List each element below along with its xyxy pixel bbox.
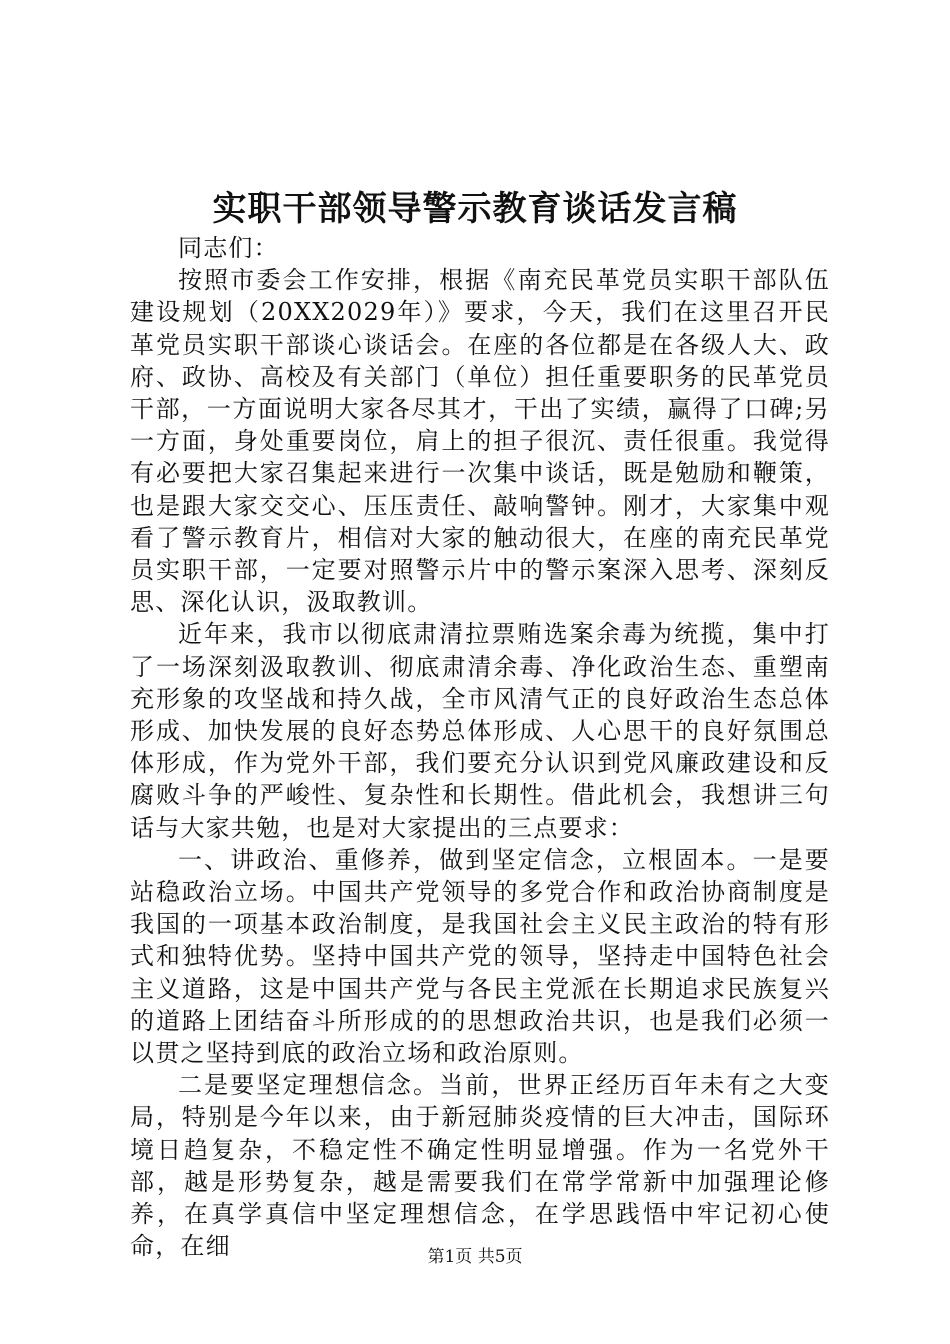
document-body [130,232,830,1263]
body-paragraph: 二是要坚定理想信念。当前，世界正经历百年未有之大变局，特别是今年以来，由于新冠肺炎疫情的巨大冲击，国际环境日趋复杂，不稳定性不确定性明显增强。作为一名党外干部，越是形势复杂，越是需要我们在常学常新中加强理论修养，在真学真信中坚定理想信念，在学思践悟中牢记初心使命，在细 [130,1071,830,1261]
body-paragraph: 近年来，我市以彻底肃清拉票贿选案余毒为统揽，集中打了一场深刻汲取教训、彻底肃清余毒、净化政治生态、重塑南充形象的攻坚战和持久战，全市风清气正的良好政治生态总体形成、加快发展的良好态势总体形成、人心思干的良好氛围总体形成，作为党外干部，我们要充分认识到党风廉政建设和反腐败斗争的严峻性、复杂性和长期性。借此机会，我想讲三句话与大家共勉，也是对大家提出的三点要求： [130,620,830,842]
body-paragraph: 一、讲政治、重修养，做到坚定信念，立根固本。一是要站稳政治立场。中国共产党领导的多党合作和政治协商制度是我国的一项基本政治制度，是我国社会主义民主政治的特有形式和独特优势。坚持中国共产党的领导，坚持走中国特色社会主义道路，这是中国共产党与各民主党派在长期追求民族复兴的道路上团结奋斗所形成的的思想政治共识，也是我们必须一以贯之坚持到底的政治立场和政治原则。 [130,845,830,1068]
body-paragraph: 按照市委会工作安排，根据《南充民革党员实职干部队伍建设规划（20XX2029年）》要求，今天，我们在这里召开民革党员实职干部谈心谈话会。在座的各位都是在各级人大、政府、政协、高校及有关部门（单位）担任重要职务的民革党员干部，一方面说明大家各尽其才，干出了实绩，赢得了口碑;另一方面，身处重要岗位，肩上的担子很沉、责任很重。我觉得有必要把大家召集起来进行一次集中谈话，既是勉励和鞭策，也是跟大家交交心、压压责任、敲响警钟。刚才，大家集中观看了警示教育片，相信对大家的触动很大，在座的南充民革党员实职干部，一定要对照警示片中的警示案深入思考、深刻反思、深化认识，汲取教训。 [130,266,830,617]
salutation-paragraph: 同志们： [178,234,279,262]
page-number-footer: 第1页 共5页 [427,1247,523,1267]
document-title: 实职干部领导警示教育谈话发言稿 [212,189,738,229]
